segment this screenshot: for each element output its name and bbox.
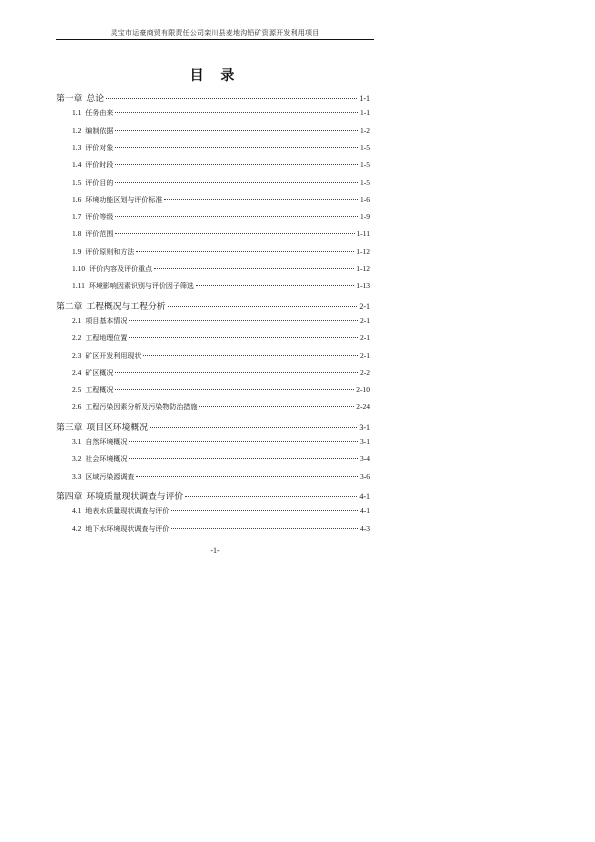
toc-section-entry[interactable] — [72, 108, 370, 118]
toc-entry-label: 评价内容及评价重点 — [89, 265, 153, 273]
toc-entry-number: 2.5 — [72, 385, 82, 395]
toc-entry-number: 1.6 — [72, 194, 82, 204]
toc-entry-page: 1-1 — [360, 108, 370, 118]
toc-entry-page: 1-12 — [356, 246, 370, 256]
toc-entry-page: 4-1 — [359, 491, 370, 501]
toc-entry-page: 1-9 — [360, 212, 370, 222]
toc-entry-page: 1-5 — [360, 160, 370, 170]
page-number: -1- — [210, 546, 220, 555]
toc-entry-number: 1.10 — [72, 264, 86, 273]
toc-section-entry[interactable] — [72, 264, 370, 274]
toc-entry-label: 社会环境概况 — [85, 455, 128, 464]
toc-leader-dots — [129, 441, 358, 442]
toc-entry-label: 项目基本情况 — [85, 316, 128, 325]
toc-leader-dots — [196, 285, 354, 286]
toc-entry-number: 2.1 — [72, 315, 82, 325]
toc-section-entry[interactable] — [72, 402, 370, 412]
toc-section-entry[interactable] — [72, 316, 370, 326]
toc-section-entry[interactable] — [72, 178, 370, 188]
toc-leader-dots — [185, 496, 357, 497]
toc-section-entry[interactable] — [72, 368, 370, 378]
toc-entry-page: 2-10 — [356, 385, 370, 395]
toc-entry-label: 总论 — [86, 94, 105, 104]
toc-chapter-entry[interactable] — [56, 489, 370, 502]
toc-leader-dots — [129, 458, 358, 459]
toc-section-entry[interactable] — [72, 160, 370, 170]
toc-entry-page: 3-1 — [360, 437, 370, 446]
toc-entry-label: 评价目的 — [85, 178, 114, 187]
toc-entry-page: 1-11 — [356, 229, 370, 239]
toc-entry-label: 工程概况与工程分析 — [86, 301, 166, 312]
toc-section-entry[interactable] — [72, 143, 370, 153]
toc-entry-page: 1-1 — [359, 94, 370, 103]
toc-entry-label: 评价等级 — [85, 213, 114, 222]
toc-entry-number: 1.3 — [72, 142, 82, 152]
toc-leader-dots — [199, 406, 354, 407]
toc-chapter-entry[interactable] — [56, 91, 370, 104]
toc-leader-dots — [115, 164, 358, 165]
toc-entry-number: 1.2 — [72, 125, 82, 135]
toc-section-entry[interactable] — [72, 385, 370, 395]
toc-leader-dots — [115, 147, 358, 148]
toc-section-entry[interactable] — [72, 454, 370, 464]
toc-entry-label: 编制依据 — [85, 126, 114, 135]
header-rule — [56, 39, 374, 40]
toc-entry-page: 1-5 — [360, 177, 370, 187]
toc-leader-dots — [129, 337, 358, 338]
toc-leader-dots — [129, 320, 358, 321]
toc-entry-page: 2-24 — [356, 402, 370, 412]
toc-section-entry[interactable] — [72, 351, 370, 361]
toc-section-entry[interactable] — [72, 437, 370, 447]
toc-entry-page: 1-2 — [360, 125, 370, 135]
toc-leader-dots — [115, 372, 358, 373]
toc-leader-dots — [115, 182, 358, 183]
running-header: 灵宝市运豪商贸有限责任公司栾川县麦地沟铅矿资源开发利用项目 — [110, 29, 320, 37]
toc-entry-number: 第二章 — [56, 301, 83, 312]
toc-entry-number: 第四章 — [56, 491, 83, 502]
toc-entry-number: 1.5 — [72, 177, 82, 187]
toc-entry-number: 4.1 — [72, 506, 82, 516]
toc-title: 目 录 — [189, 68, 241, 84]
toc-entry-label: 地表水质量现状调查与评价 — [85, 507, 170, 516]
toc-entry-label: 评价范围 — [85, 230, 114, 239]
toc-entry-page: 2-1 — [360, 350, 370, 360]
toc-section-entry[interactable] — [72, 281, 370, 291]
toc-leader-dots — [115, 389, 354, 390]
toc-leader-dots — [136, 251, 354, 252]
toc-leader-dots — [115, 112, 358, 113]
toc-entry-label: 项目区环境概况 — [86, 422, 148, 433]
toc-entry-number: 2.6 — [72, 402, 82, 412]
toc-leader-dots — [136, 476, 358, 477]
toc-entry-number: 1.8 — [72, 229, 82, 239]
toc-leader-dots — [115, 130, 358, 131]
toc-entry-number: 第三章 — [56, 422, 83, 433]
toc-entry-number: 2.2 — [72, 333, 82, 343]
toc-section-entry[interactable] — [72, 247, 370, 257]
toc-leader-dots — [154, 268, 354, 269]
toc-entry-page: 2-1 — [359, 301, 370, 311]
toc-section-entry[interactable] — [72, 524, 370, 534]
toc-entry-page: 4-1 — [360, 506, 370, 516]
toc-entry-label: 评价时段 — [85, 161, 114, 170]
toc-entry-number: 第一章 — [56, 94, 83, 104]
toc-entry-page: 3-6 — [360, 471, 370, 481]
toc-section-entry[interactable] — [72, 212, 370, 222]
toc-entry-label: 自然环境概况 — [85, 438, 128, 446]
toc-leader-dots — [106, 98, 357, 99]
toc-chapter-entry[interactable] — [56, 299, 370, 312]
toc-entry-label: 评价对象 — [85, 143, 114, 152]
toc-entry-page: 1-6 — [360, 194, 370, 204]
toc-leader-dots — [171, 510, 358, 511]
toc-entry-label: 工程污染因素分析及污染物防治措施 — [85, 403, 198, 412]
toc-chapter-entry[interactable] — [56, 420, 370, 433]
toc-entry-number: 2.3 — [72, 350, 82, 360]
toc-entry-number: 1.9 — [72, 246, 82, 256]
toc-entry-page: 4-3 — [360, 523, 370, 533]
toc-entry-label: 工程地理位置 — [85, 334, 128, 343]
toc-entry-label: 环境功能区划与评价标准 — [85, 195, 163, 204]
toc-section-entry[interactable] — [72, 229, 370, 239]
toc-entry-number: 3.1 — [72, 437, 82, 446]
toc-entry-number: 1.4 — [72, 160, 82, 170]
toc-entry-number: 3.3 — [72, 471, 82, 481]
toc-entry-page: 1-12 — [356, 264, 370, 273]
toc-entry-page: 2-1 — [360, 315, 370, 325]
toc-entry-page: 1-5 — [360, 142, 370, 152]
toc-entry-number: 2.4 — [72, 367, 82, 377]
toc-leader-dots — [168, 306, 358, 307]
toc-entry-label: 地下水环境现状调查与评价 — [85, 524, 170, 533]
toc-entry-number: 4.2 — [72, 523, 82, 533]
toc-leader-dots — [143, 355, 358, 356]
toc-entry-label: 任务由来 — [85, 109, 114, 118]
toc-entry-page: 1-13 — [356, 281, 370, 291]
toc-entry-label: 环境影响因素识别与评价因子筛选 — [88, 282, 194, 291]
toc-entry-number: 3.2 — [72, 454, 82, 464]
toc-entry-label: 评价原则和方法 — [85, 247, 135, 256]
toc-entry-page: 2-1 — [360, 333, 370, 343]
toc-section-entry[interactable] — [72, 195, 370, 205]
toc-entry-label: 矿区开发利用现状 — [85, 351, 142, 360]
toc-entry-label: 矿区概况 — [85, 368, 114, 377]
toc-entry-page: 2-2 — [360, 367, 370, 377]
toc-entry-number: 1.1 — [72, 108, 82, 118]
toc-leader-dots — [150, 427, 357, 428]
toc-entry-number: 1.11 — [72, 281, 85, 291]
toc-entry-label: 环境质量现状调查与评价 — [86, 491, 184, 502]
toc-entry-label: 区域污染源调查 — [85, 472, 135, 481]
toc-leader-dots — [115, 233, 354, 234]
toc-leader-dots — [171, 528, 358, 529]
toc-entry-label: 工程概况 — [85, 386, 114, 395]
toc-leader-dots — [115, 216, 358, 217]
toc-entry-page: 3-1 — [359, 422, 370, 432]
toc-entry-number: 1.7 — [72, 212, 82, 222]
toc-section-entry[interactable] — [72, 506, 370, 516]
toc-section-entry[interactable] — [72, 472, 370, 482]
toc-section-entry[interactable] — [72, 126, 370, 136]
toc-leader-dots — [164, 199, 358, 200]
toc-section-entry[interactable] — [72, 333, 370, 343]
toc-entry-page: 3-4 — [360, 454, 370, 464]
